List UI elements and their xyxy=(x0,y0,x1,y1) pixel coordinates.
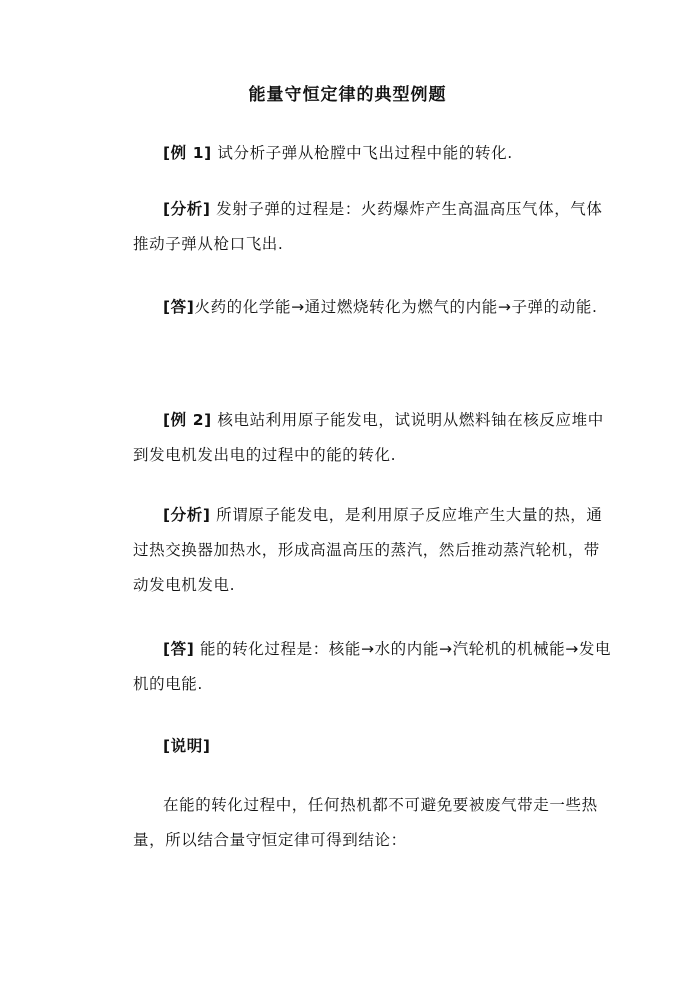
note-heading xyxy=(133,729,615,764)
example1-analysis-text: 发射子弹的过程是：火药爆炸产生高温高压气体，气体推动子弹从枪口飞出. xyxy=(133,200,603,253)
example1-answer-text: 火药的化学能→通过燃烧转化为燃气的内能→子弹的动能. xyxy=(194,298,598,316)
example2-analysis-text: 所谓原子能发电，是利用原子反应堆产生大量的热，通过热交换器加热水，形成高温高压的蒸汽，然后推动蒸汽轮机，带动发电机发电. xyxy=(133,506,603,594)
example2-question-text: 核电站利用原子能发电，试说明从燃料铀在核反应堆中到发电机发出电的过程中的能的转化. xyxy=(133,411,604,464)
example1-answer-tag: [答] xyxy=(163,298,195,316)
example2-analysis xyxy=(133,498,615,603)
note-tag: [说明] xyxy=(163,737,211,755)
example1-analysis xyxy=(133,192,615,262)
example1-question-text: 试分析子弹从枪膛中飞出过程中能的转化. xyxy=(211,144,513,162)
example2-question-tag: [例 2] xyxy=(163,411,212,429)
document-title: 能量守恒定律的典型例题 xyxy=(248,85,447,105)
example1-question xyxy=(133,136,615,171)
note-paragraph: 在能的转化过程中，任何热机都不可避免要被废气带走一些热量，所以结合量守恒定律可得到结论： xyxy=(133,796,598,849)
example2-analysis-tag: [分析] xyxy=(163,506,211,524)
example2-question xyxy=(133,403,615,473)
example1-question-tag: [例 1] xyxy=(163,144,212,162)
example2-answer-text: 能的转化过程是：核能→水的内能→汽轮机的机械能→发电机的电能. xyxy=(133,640,612,693)
example1-analysis-tag: [分析] xyxy=(163,200,211,218)
example2-answer-tag: [答] xyxy=(163,640,195,658)
example1-answer xyxy=(133,290,615,325)
example2-answer xyxy=(133,632,615,702)
